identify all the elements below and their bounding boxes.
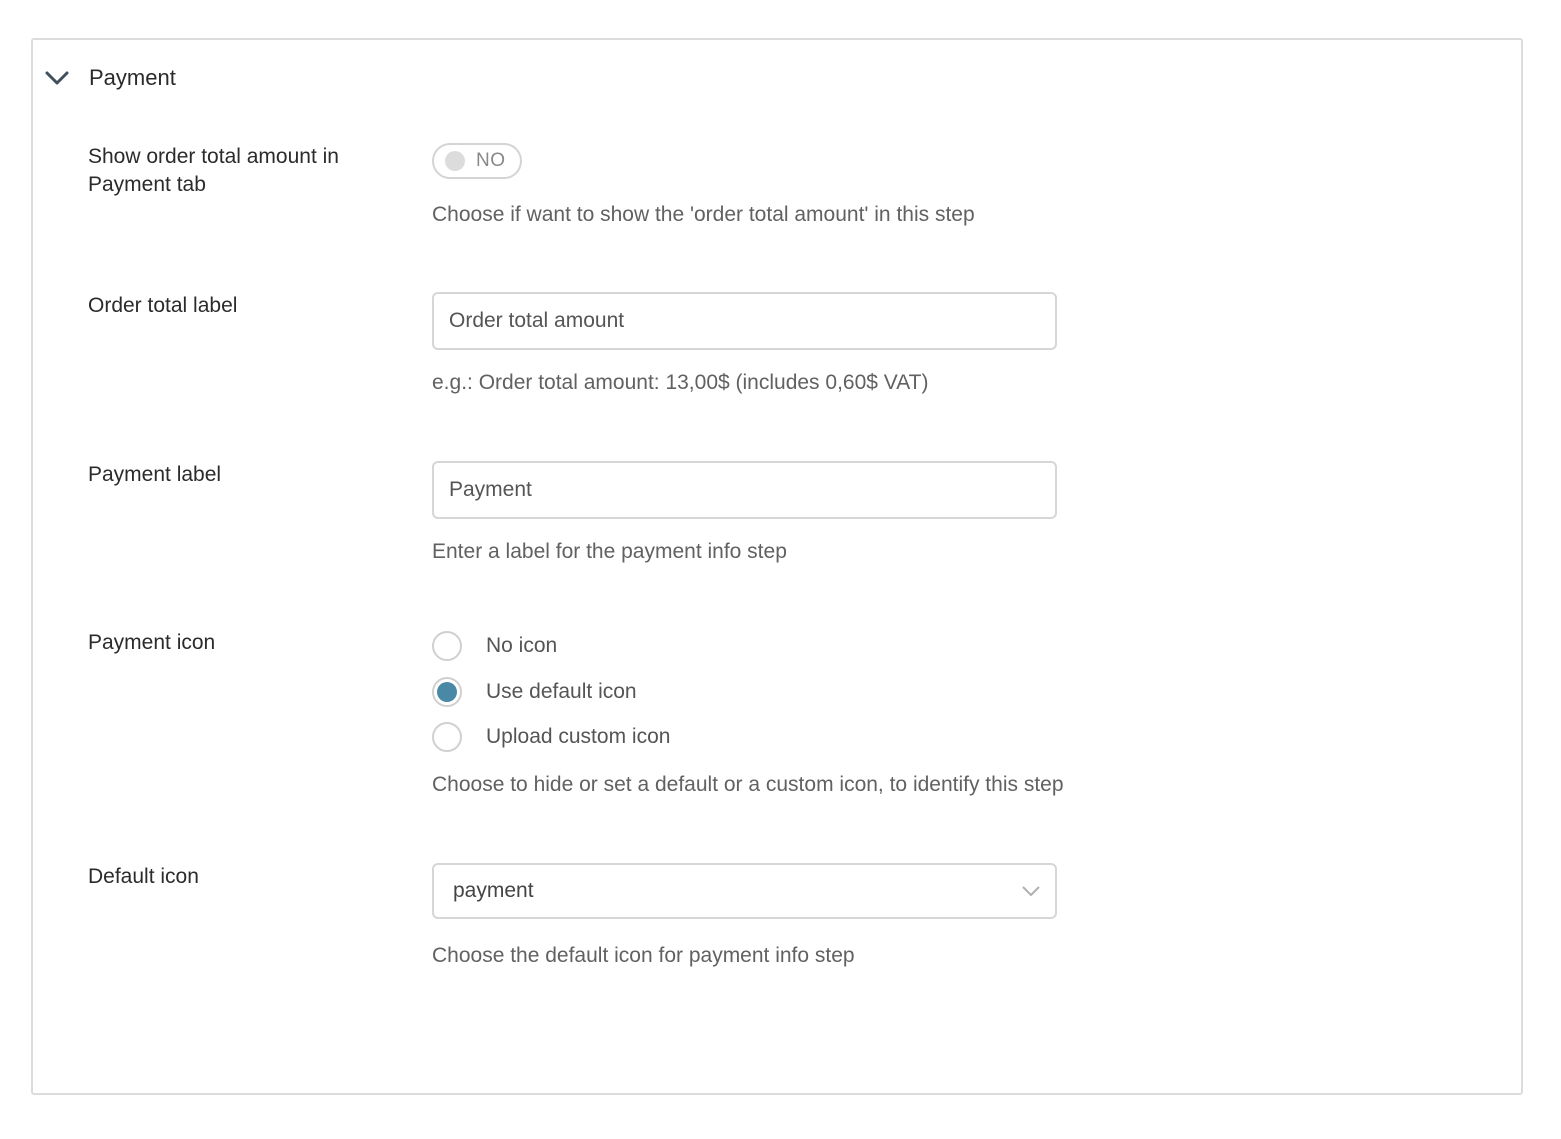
order-total-label-label: Order total label	[88, 294, 238, 317]
radio-button[interactable]	[432, 631, 462, 661]
order-total-label-help: e.g.: Order total amount: 13,00$ (includes 0,60$ VAT)	[432, 371, 929, 394]
select-value: payment	[453, 879, 534, 902]
chevron-down-icon	[1021, 884, 1041, 898]
radio-label: Upload custom icon	[486, 725, 671, 748]
show-total-label: Show order total amount in Payment tab	[88, 145, 339, 196]
radio-label: No icon	[486, 634, 558, 657]
radio-button-selected[interactable]	[432, 677, 462, 707]
radio-selected-dot	[437, 682, 457, 702]
section-header-toggle[interactable]	[43, 60, 176, 96]
show-total-toggle[interactable]	[432, 143, 522, 179]
radio-button[interactable]	[432, 722, 462, 752]
payment-icon-help: Choose to hide or set a default or a custom icon, to identify this step	[432, 773, 1064, 796]
radio-option-use-default-icon[interactable]	[432, 677, 637, 707]
payment-label-help: Enter a label for the payment info step	[432, 540, 787, 563]
show-total-help: Choose if want to show the 'order total amount' in this step	[432, 203, 975, 226]
default-icon-select[interactable]	[432, 863, 1057, 919]
section-title: Payment	[89, 65, 176, 90]
payment-icon-label: Payment icon	[88, 631, 216, 654]
default-icon-help: Choose the default icon for payment info step	[432, 944, 855, 967]
default-icon-label: Default icon	[88, 865, 199, 888]
radio-label: Use default icon	[486, 680, 637, 703]
chevron-down-icon	[43, 64, 71, 92]
toggle-knob	[445, 151, 465, 171]
payment-label-input[interactable]	[432, 461, 1057, 519]
payment-label-label: Payment label	[88, 463, 222, 486]
order-total-label-input[interactable]	[432, 292, 1057, 350]
radio-option-upload-custom-icon[interactable]	[432, 722, 670, 752]
toggle-state-text: NO	[476, 150, 506, 171]
radio-option-no-icon[interactable]	[432, 631, 557, 661]
payment-settings-panel	[31, 38, 1523, 1095]
